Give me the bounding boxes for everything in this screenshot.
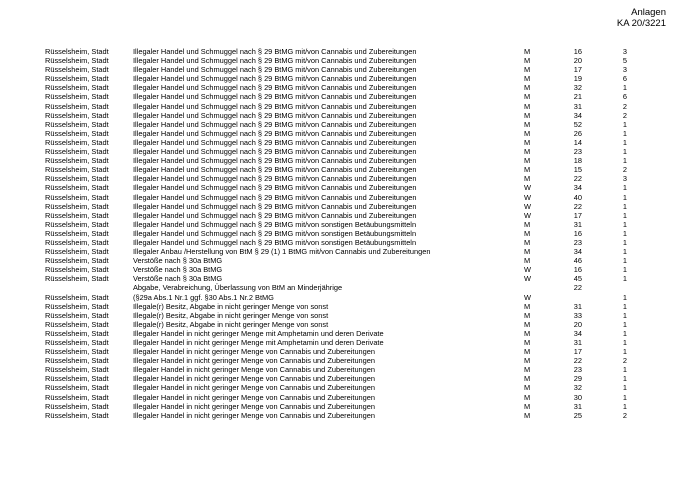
table-row (0, 220, 700, 229)
city-cell: Rüsselsheim, Stadt (45, 301, 109, 311)
gender-cell: M (524, 228, 531, 238)
table-row (0, 211, 700, 220)
city-cell: Rüsselsheim, Stadt (45, 392, 109, 402)
offense-cell: Illegaler Handel und Schmuggel nach § 29 BtMG mit/von Cannabis und Zubereitungen (133, 56, 417, 66)
offense-cell: Illegaler Handel in nicht geringer Menge von Cannabis und Zubereitungen (133, 365, 375, 375)
city-cell: Rüsselsheim, Stadt (45, 228, 109, 238)
offense-cell: Illegale(r) Besitz, Abgabe in nicht geringer Menge von sonst (133, 319, 329, 329)
count-cell: 1 (622, 319, 627, 329)
offense-cell: Illegaler Handel in nicht geringer Menge von Cannabis und Zubereitungen (133, 392, 375, 402)
age-cell: 25 (573, 410, 582, 420)
age-cell: 34 (573, 183, 582, 193)
gender-cell: M (524, 310, 531, 320)
table-row (0, 74, 700, 83)
city-cell: Rüsselsheim, Stadt (45, 401, 109, 411)
age-cell: 46 (573, 256, 582, 266)
age-cell: 31 (573, 338, 582, 347)
gender-cell: M (524, 383, 531, 393)
city-cell: Rüsselsheim, Stadt (45, 265, 109, 275)
table-row (0, 83, 700, 92)
offense-cell: Illegaler Handel und Schmuggel nach § 29 BtMG mit/von Cannabis und Zubereitungen (133, 101, 417, 111)
offense-cell: Illegaler Handel und Schmuggel nach § 29 BtMG mit/von sonstigen Betäubungsmitteln (133, 237, 417, 247)
count-cell: 1 (622, 228, 627, 238)
gender-cell: M (524, 365, 531, 375)
table-row (0, 320, 700, 329)
table-row (0, 165, 700, 174)
offense-cell: Illegaler Anbau /Herstellung von BtM § 29 (1) 1 BtMG mit/von Cannabis und Zubereitungen (133, 247, 431, 257)
age-cell: 16 (573, 47, 582, 56)
table-row (0, 129, 700, 138)
count-cell: 1 (622, 338, 627, 347)
age-cell: 22 (573, 174, 582, 184)
city-cell: Rüsselsheim, Stadt (45, 310, 109, 320)
age-cell: 34 (573, 110, 582, 120)
offense-cell: Verstöße nach § 30a BtMG (133, 265, 223, 275)
offense-cell: Illegaler Handel in nicht geringer Menge von Cannabis und Zubereitungen (133, 401, 375, 411)
city-cell: Rüsselsheim, Stadt (45, 92, 109, 102)
city-cell: Rüsselsheim, Stadt (45, 383, 109, 393)
offense-cell: Illegaler Handel in nicht geringer Menge mit Amphetamin und deren Derivate (133, 338, 384, 347)
city-cell: Rüsselsheim, Stadt (45, 219, 109, 229)
count-cell: 1 (622, 301, 627, 311)
table-row (0, 393, 700, 402)
gender-cell: M (524, 219, 531, 229)
age-cell: 33 (573, 310, 582, 320)
table-row (0, 356, 700, 365)
count-cell: 1 (622, 201, 627, 211)
offense-cell: Illegaler Handel und Schmuggel nach § 29 BtMG mit/von Cannabis und Zubereitungen (133, 83, 417, 93)
offense-cell: Illegaler Handel und Schmuggel nach § 29 BtMG mit/von Cannabis und Zubereitungen (133, 183, 417, 193)
count-cell: 1 (622, 383, 627, 393)
age-cell: 22 (573, 283, 582, 293)
gender-cell: M (524, 128, 531, 138)
count-cell: 2 (622, 356, 627, 366)
age-cell: 31 (573, 301, 582, 311)
city-cell: Rüsselsheim, Stadt (45, 347, 109, 357)
offense-cell: Illegaler Handel und Schmuggel nach § 29 BtMG mit/von Cannabis und Zubereitungen (133, 156, 417, 166)
offense-cell: Illegaler Handel in nicht geringer Menge von Cannabis und Zubereitungen (133, 356, 375, 366)
count-cell: 1 (622, 392, 627, 402)
offense-cell: Illegaler Handel und Schmuggel nach § 29 BtMG mit/von Cannabis und Zubereitungen (133, 92, 417, 102)
age-cell: 18 (573, 156, 582, 166)
table-row (0, 92, 700, 101)
city-cell: Rüsselsheim, Stadt (45, 110, 109, 120)
annex-label: Anlagen (631, 7, 666, 18)
table-row (0, 329, 700, 338)
gender-cell: M (524, 56, 531, 66)
age-cell: 20 (573, 56, 582, 66)
table-row (0, 202, 700, 211)
city-cell: Rüsselsheim, Stadt (45, 365, 109, 375)
age-cell: 17 (573, 65, 582, 75)
age-cell: 21 (573, 92, 582, 102)
gender-cell: W (524, 201, 531, 211)
age-cell: 23 (573, 237, 582, 247)
table-row (0, 120, 700, 129)
age-cell: 45 (573, 274, 582, 284)
table-row (0, 411, 700, 420)
count-cell: 6 (622, 92, 627, 102)
offense-cell: Illegaler Handel in nicht geringer Menge von Cannabis und Zubereitungen (133, 410, 375, 420)
gender-cell: W (524, 192, 531, 202)
city-cell: Rüsselsheim, Stadt (45, 65, 109, 75)
age-cell: 30 (573, 392, 582, 402)
count-cell: 1 (622, 83, 627, 93)
gender-cell: M (524, 347, 531, 357)
count-cell: 3 (622, 174, 627, 184)
offense-cell: Illegaler Handel und Schmuggel nach § 29 BtMG mit/von sonstigen Betäubungsmitteln (133, 219, 417, 229)
count-cell: 1 (622, 401, 627, 411)
count-cell: 1 (622, 256, 627, 266)
gender-cell: M (524, 401, 531, 411)
count-cell: 1 (622, 137, 627, 147)
city-cell: Rüsselsheim, Stadt (45, 83, 109, 93)
data-table (0, 47, 700, 420)
count-cell: 2 (622, 101, 627, 111)
gender-cell: W (524, 265, 531, 275)
age-cell: 14 (573, 137, 582, 147)
count-cell: 3 (622, 65, 627, 75)
count-cell: 2 (622, 165, 627, 175)
gender-cell: M (524, 83, 531, 93)
table-row (0, 274, 700, 283)
age-cell: 26 (573, 128, 582, 138)
gender-cell: M (524, 392, 531, 402)
age-cell: 31 (573, 219, 582, 229)
count-cell: 1 (622, 247, 627, 257)
count-cell: 1 (622, 156, 627, 166)
age-cell: 32 (573, 383, 582, 393)
offense-cell: Illegaler Handel und Schmuggel nach § 29 BtMG mit/von Cannabis und Zubereitungen (133, 137, 417, 147)
offense-cell: Illegaler Handel und Schmuggel nach § 29 BtMG mit/von Cannabis und Zubereitungen (133, 147, 417, 157)
city-cell: Rüsselsheim, Stadt (45, 119, 109, 129)
gender-cell: W (524, 292, 531, 302)
offense-line-2: (§29a Abs.1 Nr.1 ggf. §30 Abs.1 Nr.2 BtMG (133, 292, 274, 302)
age-cell: 23 (573, 147, 582, 157)
city-cell: Rüsselsheim, Stadt (45, 374, 109, 384)
count-cell: 1 (622, 292, 627, 302)
gender-cell: W (524, 183, 531, 193)
offense-cell: Illegaler Handel in nicht geringer Menge von Cannabis und Zubereitungen (133, 347, 375, 357)
table-row (0, 229, 700, 238)
gender-cell: M (524, 147, 531, 157)
offense-cell: Illegaler Handel und Schmuggel nach § 29 BtMG mit/von Cannabis und Zubereitungen (133, 110, 417, 120)
gender-cell: M (524, 247, 531, 257)
age-cell: 16 (573, 228, 582, 238)
table-row (0, 238, 700, 247)
table-row (0, 111, 700, 120)
count-cell: 1 (622, 128, 627, 138)
gender-cell: M (524, 410, 531, 420)
age-cell: 20 (573, 319, 582, 329)
city-cell: Rüsselsheim, Stadt (45, 47, 109, 56)
gender-cell: W (524, 274, 531, 284)
count-cell: 3 (622, 47, 627, 56)
age-cell: 16 (573, 265, 582, 275)
gender-cell: M (524, 328, 531, 338)
count-cell: 1 (622, 210, 627, 220)
city-cell: Rüsselsheim, Stadt (45, 338, 109, 347)
age-cell: 34 (573, 328, 582, 338)
table-row (0, 138, 700, 147)
gender-cell: M (524, 374, 531, 384)
table-row (0, 311, 700, 320)
count-cell: 1 (622, 310, 627, 320)
offense-cell: Illegale(r) Besitz, Abgabe in nicht geringer Menge von sonst (133, 301, 329, 311)
age-cell: 22 (573, 201, 582, 211)
count-cell: 1 (622, 237, 627, 247)
offense-cell: Illegaler Handel und Schmuggel nach § 29 BtMG mit/von Cannabis und Zubereitungen (133, 128, 417, 138)
city-cell: Rüsselsheim, Stadt (45, 319, 109, 329)
gender-cell: M (524, 101, 531, 111)
age-cell: 32 (573, 83, 582, 93)
city-cell: Rüsselsheim, Stadt (45, 201, 109, 211)
gender-cell: M (524, 47, 531, 56)
table-row (0, 256, 700, 265)
table-row (0, 283, 700, 301)
gender-cell: M (524, 165, 531, 175)
offense-cell: Illegaler Handel und Schmuggel nach § 29 BtMG mit/von sonstigen Betäubungsmitteln (133, 228, 417, 238)
table-row (0, 374, 700, 383)
count-cell: 1 (622, 192, 627, 202)
city-cell: Rüsselsheim, Stadt (45, 183, 109, 193)
offense-cell: Verstöße nach § 30a BtMG (133, 256, 223, 266)
city-cell: Rüsselsheim, Stadt (45, 192, 109, 202)
age-cell: 52 (573, 119, 582, 129)
age-cell: 34 (573, 247, 582, 257)
age-cell: 17 (573, 347, 582, 357)
gender-cell: M (524, 338, 531, 347)
count-cell: 1 (622, 147, 627, 157)
table-row (0, 47, 700, 56)
table-row (0, 365, 700, 374)
table-row (0, 102, 700, 111)
city-cell: Rüsselsheim, Stadt (45, 147, 109, 157)
gender-cell: M (524, 65, 531, 75)
table-row (0, 402, 700, 411)
table-row (0, 56, 700, 65)
age-cell: 23 (573, 365, 582, 375)
table-row (0, 383, 700, 392)
gender-cell: M (524, 92, 531, 102)
count-cell: 1 (622, 328, 627, 338)
count-cell: 1 (622, 347, 627, 357)
city-cell: Rüsselsheim, Stadt (45, 101, 109, 111)
count-cell: 1 (622, 265, 627, 275)
gender-cell: W (524, 210, 531, 220)
table-row (0, 156, 700, 165)
city-cell: Rüsselsheim, Stadt (45, 247, 109, 257)
gender-cell: M (524, 301, 531, 311)
table-row (0, 183, 700, 192)
city-cell: Rüsselsheim, Stadt (45, 328, 109, 338)
offense-cell: Illegaler Handel und Schmuggel nach § 29 BtMG mit/von Cannabis und Zubereitungen (133, 192, 417, 202)
gender-cell: M (524, 137, 531, 147)
offense-cell: Illegaler Handel und Schmuggel nach § 29 BtMG mit/von Cannabis und Zubereitungen (133, 119, 417, 129)
gender-cell: M (524, 119, 531, 129)
gender-cell: M (524, 356, 531, 366)
city-cell: Rüsselsheim, Stadt (45, 128, 109, 138)
city-cell: Rüsselsheim, Stadt (45, 56, 109, 66)
count-cell: 2 (622, 110, 627, 120)
count-cell: 1 (622, 374, 627, 384)
offense-cell: Verstöße nach § 30a BtMG (133, 274, 223, 284)
table-row (0, 302, 700, 311)
gender-cell: M (524, 174, 531, 184)
city-cell: Rüsselsheim, Stadt (45, 210, 109, 220)
offense-cell: Illegaler Handel und Schmuggel nach § 29 BtMG mit/von Cannabis und Zubereitungen (133, 65, 417, 75)
city-cell: Rüsselsheim, Stadt (45, 174, 109, 184)
age-cell: 31 (573, 401, 582, 411)
gender-cell: M (524, 256, 531, 266)
gender-cell: M (524, 156, 531, 166)
gender-cell: M (524, 319, 531, 329)
age-cell: 15 (573, 165, 582, 175)
city-cell: Rüsselsheim, Stadt (45, 410, 109, 420)
offense-cell: Illegaler Handel und Schmuggel nach § 29 BtMG mit/von Cannabis und Zubereitungen (133, 174, 417, 184)
city-cell: Rüsselsheim, Stadt (45, 237, 109, 247)
table-row (0, 147, 700, 156)
count-cell: 6 (622, 74, 627, 84)
count-cell: 1 (622, 219, 627, 229)
city-cell: Rüsselsheim, Stadt (45, 356, 109, 366)
table-row (0, 193, 700, 202)
gender-cell: M (524, 237, 531, 247)
age-cell: 40 (573, 192, 582, 202)
offense-cell: Illegaler Handel und Schmuggel nach § 29 BtMG mit/von Cannabis und Zubereitungen (133, 74, 417, 84)
age-cell: 19 (573, 74, 582, 84)
offense-cell: Illegaler Handel und Schmuggel nach § 29 BtMG mit/von Cannabis und Zubereitungen (133, 210, 417, 220)
page-header (617, 7, 666, 29)
offense-cell: Illegaler Handel und Schmuggel nach § 29 BtMG mit/von Cannabis und Zubereitungen (133, 47, 417, 56)
count-cell: 1 (622, 183, 627, 193)
offense-cell: Illegaler Handel in nicht geringer Menge mit Amphetamin und deren Derivate (133, 328, 384, 338)
count-cell: 1 (622, 365, 627, 375)
offense-line-1: Abgabe, Verabreichung, Überlassung von BtM an Minderjährige (133, 283, 343, 293)
table-row (0, 247, 700, 256)
count-cell: 2 (622, 410, 627, 420)
offense-cell: Illegaler Handel in nicht geringer Menge von Cannabis und Zubereitungen (133, 374, 375, 384)
city-cell: Rüsselsheim, Stadt (45, 137, 109, 147)
offense-cell: Illegaler Handel und Schmuggel nach § 29 BtMG mit/von Cannabis und Zubereitungen (133, 201, 417, 211)
count-cell: 1 (622, 274, 627, 284)
table-row (0, 174, 700, 183)
count-cell: 5 (622, 56, 627, 66)
city-cell: Rüsselsheim, Stadt (45, 165, 109, 175)
city-cell: Rüsselsheim, Stadt (45, 292, 109, 302)
offense-cell: Illegaler Handel und Schmuggel nach § 29 BtMG mit/von Cannabis und Zubereitungen (133, 165, 417, 175)
gender-cell: M (524, 74, 531, 84)
city-cell: Rüsselsheim, Stadt (45, 274, 109, 284)
city-cell: Rüsselsheim, Stadt (45, 256, 109, 266)
age-cell: 22 (573, 356, 582, 366)
age-cell: 17 (573, 210, 582, 220)
offense-cell: Illegale(r) Besitz, Abgabe in nicht geringer Menge von sonst (133, 310, 329, 320)
offense-cell: Illegaler Handel in nicht geringer Menge von Cannabis und Zubereitungen (133, 383, 375, 393)
table-row (0, 65, 700, 74)
table-row (0, 338, 700, 347)
table-row (0, 347, 700, 356)
age-cell: 29 (573, 374, 582, 384)
age-cell: 31 (573, 101, 582, 111)
city-cell: Rüsselsheim, Stadt (45, 74, 109, 84)
gender-cell: M (524, 110, 531, 120)
count-cell: 1 (622, 119, 627, 129)
document-number: KA 20/3221 (616, 18, 666, 29)
city-cell: Rüsselsheim, Stadt (45, 156, 109, 166)
table-row (0, 265, 700, 274)
